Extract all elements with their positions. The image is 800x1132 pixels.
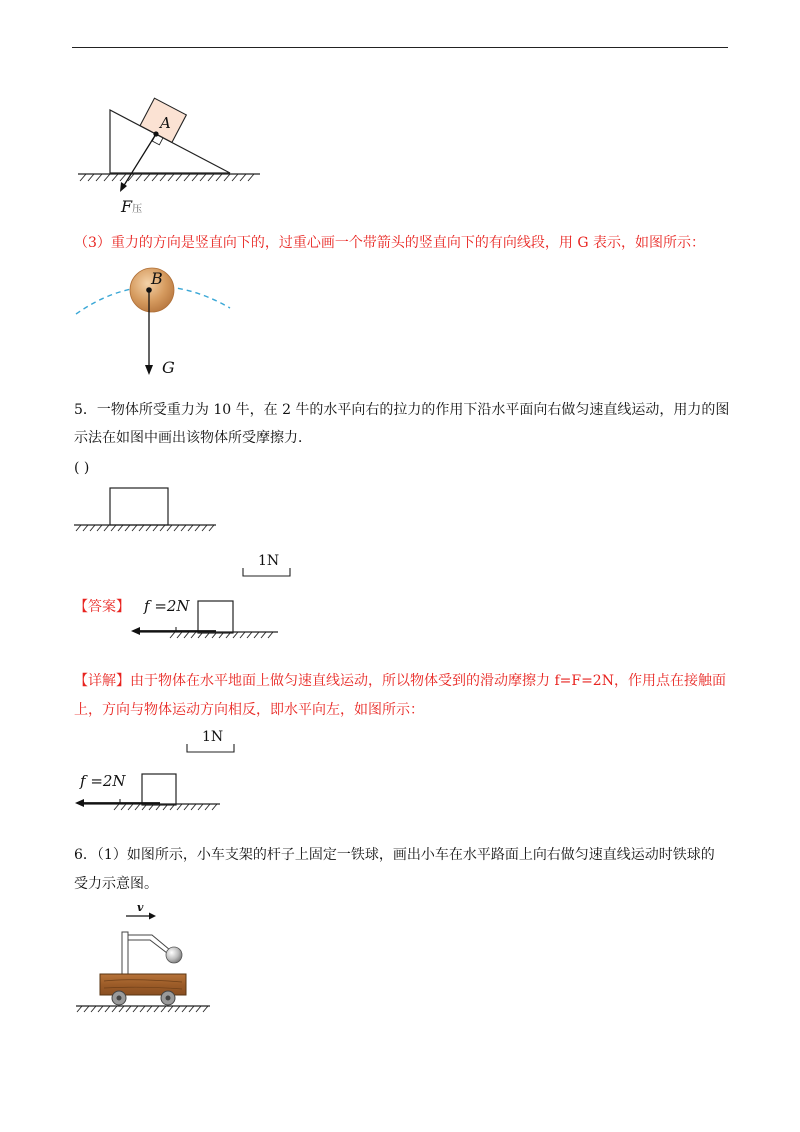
explain-tag: 【详解】 xyxy=(74,673,130,689)
ball-b-label: B xyxy=(151,269,163,288)
block-a-label: A xyxy=(160,114,171,132)
answer-friction-diagram xyxy=(130,600,285,642)
pressure-force-label xyxy=(121,197,142,216)
answer-tag: 【答案】 xyxy=(74,599,130,615)
force-symbol: F xyxy=(121,197,133,216)
explain-friction-diagram xyxy=(72,773,227,815)
scale-label: 1N xyxy=(258,553,280,569)
q5-answer-blank: ( ) xyxy=(74,460,90,476)
explain-friction-label: f =2N xyxy=(80,772,126,790)
q5-line1: 5．一物体所受重力为 10 牛，在 2 牛的水平向右的拉力的作用下沿水平面向右做匀速直线运动，用力的图 xyxy=(74,402,730,418)
explain-scale-label: 1N xyxy=(202,729,224,745)
velocity-label: v xyxy=(137,901,144,914)
explain-line2: 上，方向与物体运动方向相反，即水平向左，如图所示： xyxy=(74,702,424,718)
gravity-label: G xyxy=(162,358,175,377)
header-rule xyxy=(72,47,728,48)
q6-line1: 6．（1）如图所示，小车支架的杆子上固定一铁球，画出小车在水平路面上向右做匀速直线运动时铁球的 xyxy=(74,847,715,863)
step3-text: （3）重力的方向是竖直向下的，过重心画一个带箭头的竖直向下的有向线段，用 G 表示，如图所示： xyxy=(74,235,705,251)
cart-ball-diagram xyxy=(74,900,214,1020)
q5-line2: 示法在如图中画出该物体所受摩擦力． xyxy=(74,430,312,446)
block-ground-diagram xyxy=(74,486,224,536)
q6-line2: 受力示意图。 xyxy=(74,876,158,892)
force-subscript: 压 xyxy=(132,204,143,215)
answer-friction-label: f =2N xyxy=(144,597,190,615)
explain-text-1: 由于物体在水平地面上做匀速直线运动，所以物体受到的滑动摩擦力 f=F=2N，作用点在接触面 xyxy=(130,673,726,689)
explain-line1 xyxy=(74,671,726,691)
